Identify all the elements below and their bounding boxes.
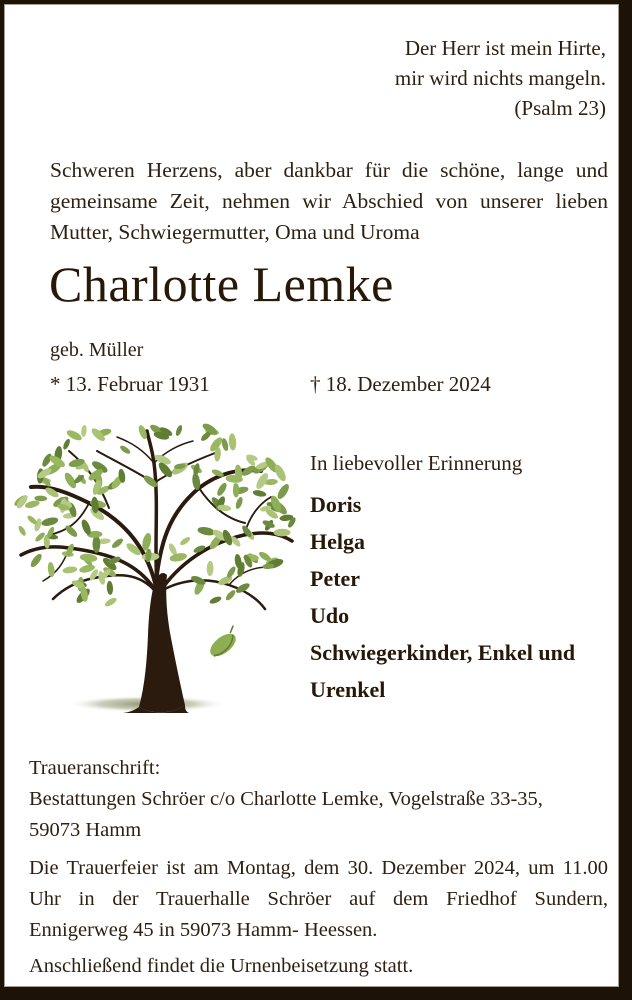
mourner-name: Schwiegerkinder, Enkel und Urenkel: [310, 640, 576, 702]
memorial-block: [310, 448, 592, 708]
tree-trunk: [139, 573, 185, 712]
notice-sheet: [4, 4, 619, 987]
tree-illustration: [9, 423, 301, 725]
deceased-name: Charlotte Lemke: [49, 256, 394, 312]
memorial-heading: In liebevoller Erinnerung: [310, 451, 523, 475]
tree-svg: [9, 423, 301, 725]
death-date: † 18. Dezember 2024: [310, 372, 491, 396]
falling-leaf: [206, 626, 244, 661]
mourner-name: Udo: [310, 603, 350, 628]
psalm-line: mir wird nichts mangeln.: [394, 66, 606, 90]
address-line: Bestattungen Schröer c/o Charlotte Lemke, Vogelstraße 33-35,: [29, 788, 543, 810]
intro-paragraph: Schweren Herzens, aber dankbar für die schöne, lange und gemeinsame Zeit, nehmen wir Abschied von unserer lieben Mutter, Schwiegermutter, Oma und Uroma: [50, 158, 608, 244]
details-block: [29, 753, 608, 982]
life-dates: [50, 370, 610, 398]
mourner-name: Peter: [310, 566, 361, 591]
mourners-list: [310, 486, 584, 708]
closing-note: Anschließend findet die Urnenbeisetzung statt.: [29, 955, 414, 977]
maiden-name: geb. Müller: [50, 339, 144, 361]
birth-date: * 13. Februar 1931: [50, 372, 210, 396]
address-line: 59073 Hamm: [29, 819, 142, 841]
psalm-line: Der Herr ist mein Hirte,: [404, 36, 606, 60]
psalm-verse: [395, 33, 606, 123]
mourner-name: Doris: [310, 492, 362, 517]
psalm-citation: (Psalm 23): [514, 96, 606, 120]
funeral-details: Die Trauerfeier ist am Montag, dem 30. Dezember 2024, um 11.00 Uhr in der Trauerhalle Schröer auf dem Friedhof Sundern, Ennigerweg 45 in 59073 Hamm- Heessen.: [29, 857, 608, 941]
address-label: Traueranschrift:: [29, 757, 161, 779]
mourner-name: Helga: [310, 529, 365, 554]
